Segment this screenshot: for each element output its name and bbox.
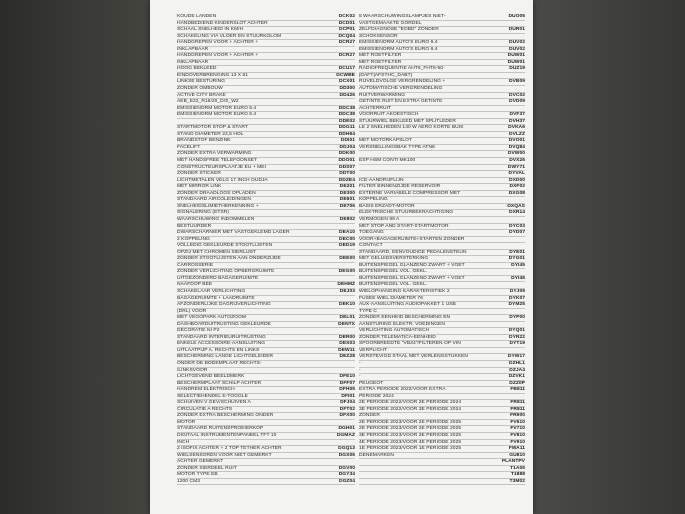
option-description: GETINTE RUIT EN EXTRA GETINTE xyxy=(359,99,443,105)
option-description: STANDAARD RUITENSPROEIERKOP xyxy=(177,426,264,432)
option-description: STANG DIAMETER 22,5 HOL xyxy=(177,131,244,137)
option-code: DVB09 xyxy=(508,79,525,85)
option-description: - xyxy=(359,367,361,373)
option-code: DEHMZ xyxy=(337,282,355,288)
option-description: MOTOR xyxy=(177,419,196,425)
option-description: OPZIJ MET CHROMEN SIERLIJST xyxy=(177,249,256,255)
option-code: DDZE4 xyxy=(338,177,355,183)
option-code: FV810 xyxy=(510,433,525,438)
option-code: DDE02 xyxy=(338,118,355,124)
option-code: DCWBE xyxy=(336,72,355,78)
option-code: DXG08 xyxy=(508,190,525,196)
option-description: HANDGREPEN VOOR + ACHTER + xyxy=(177,40,259,46)
background-right xyxy=(532,0,685,514)
option-description: [DAFT]AFSTHC_DABT] xyxy=(359,72,413,78)
option-code: DFF07 xyxy=(339,380,355,386)
option-description: MET STOP AND START-STARTMOTOR xyxy=(359,223,449,229)
option-description: RUITVERWARMING xyxy=(359,92,406,98)
option-code: DE706 xyxy=(339,203,355,209)
option-code: DZZ0P xyxy=(509,380,525,386)
option-description: DECORATIE NI P2 xyxy=(177,328,220,334)
option-description: MET MIRROR LINK xyxy=(177,184,222,190)
option-description: WIELOPHANGING KARAKTERISTIEK 2 xyxy=(359,288,450,294)
option-description: 2 ISOFIX ACHTER + 2 TOP TETHER ACHTER xyxy=(177,446,282,452)
option-description: 3E PERIODE 2022/VOOR 3E PERIODE 2024 xyxy=(359,406,462,412)
option-description: EMISSIENORM MOTOR EURO 6.4 xyxy=(177,112,257,118)
option-code: DWY71 xyxy=(507,164,525,170)
option-description: SNELHEIDSLIMIETHERKENNING + xyxy=(177,203,259,209)
option-code: PLANTPV xyxy=(501,459,525,465)
option-description: MET MOTORKAPSLOT xyxy=(359,138,413,144)
option-description: AANSTURING ELEKTR. VOEDINGEN xyxy=(359,321,445,327)
option-description: KOUDE LANDEN xyxy=(177,14,217,19)
option-description: WIELSENSOREN VOOR NIET GEMERKT xyxy=(177,452,272,458)
option-code: DFJ04 xyxy=(340,400,355,406)
option-description: INKLAPBAAR xyxy=(177,59,209,65)
option-description: PERIODE 2024 xyxy=(359,393,394,399)
option-code: DEA10 xyxy=(338,230,355,236)
option-description: VERMOGEN 89 A xyxy=(359,216,400,222)
option-code: DEE00 xyxy=(339,256,355,262)
option-description: ONDER DE BODEMPLAAT RECHTS- xyxy=(177,360,262,366)
option-code: DCD01 xyxy=(338,20,355,26)
option-description: WAARSCHUWING INDOMMELEN xyxy=(177,216,255,222)
printed-sheet xyxy=(150,0,533,514)
option-code: DYM25 xyxy=(508,302,525,308)
option-code: DYR22 xyxy=(508,334,525,340)
option-code: DUR01 xyxy=(508,27,525,33)
option-description: LE 2 SNELHEDEN 140 W AERO KORTE BUIS xyxy=(359,125,464,131)
option-description: UITGEZONDERD BAGAGERUIMTE xyxy=(177,275,259,281)
option-code: DYD07 xyxy=(508,230,525,236)
option-description: LICHTGEVEND BEELDMERK xyxy=(177,374,245,380)
option-description: VOORRUIT AKOESTISCH xyxy=(359,112,419,118)
option-description: CARROSSERIE xyxy=(177,262,214,268)
option-code: DE802 xyxy=(339,216,355,222)
option-description: BASIS ERZADT-MOTOR xyxy=(359,203,415,209)
option-code: DGQ13 xyxy=(338,446,355,452)
option-code: DZHL1 xyxy=(508,360,525,366)
option-code: DYJ09 xyxy=(509,288,525,294)
option-description: STARTMOTOR STOP & START xyxy=(177,125,248,131)
option-description: ZONDER SIERDEEL RUIT xyxy=(177,465,237,471)
option-description: STANDAARD, EENVOUDIGE PEDALENSTEUN xyxy=(359,249,467,255)
background-left xyxy=(0,0,152,514)
option-code: DGH01 xyxy=(338,426,355,432)
option-description: SCHAKELING VIA VLOER EN STUURKOLOM xyxy=(177,33,282,39)
option-code: DXQAS xyxy=(507,203,525,209)
option-code: T3M02 xyxy=(509,478,525,484)
option-code: DFH05 xyxy=(339,387,355,393)
option-code: DVKA6 xyxy=(508,125,525,131)
option-description: SIGNALERING (ETSR) xyxy=(177,210,229,216)
option-code: FV710 xyxy=(510,426,525,432)
option-description: STANDAARD INTERIEURUITRUSTING xyxy=(177,334,266,340)
option-description: ZONDER TELEMATICA-EENHEID xyxy=(359,334,436,340)
option-description: SPOORBREEDTE "VB34"/FILTEREN OP VIN xyxy=(359,341,461,347)
option-code: DXD00 xyxy=(508,177,525,183)
option-code: DDK00 xyxy=(338,151,355,157)
option-description: BAGAGERUIMTE + LAADRUIMTE xyxy=(177,295,255,301)
option-code: DE601 xyxy=(339,197,355,203)
option-code: FR900 xyxy=(510,413,525,419)
option-description: CONTACT xyxy=(359,243,383,249)
option-description: - xyxy=(359,360,361,366)
option-description: BUITENSPIEGEL VOL. GEKL. xyxy=(359,282,428,288)
option-description: ZONDER OMBOUW xyxy=(177,86,223,92)
option-code: DD426 xyxy=(339,92,355,98)
option-description: VERPLICHT xyxy=(359,347,387,353)
option-code: DGZ04 xyxy=(338,478,355,484)
option-code: FR811 xyxy=(510,400,525,406)
option-description: ACHTERRUIT xyxy=(359,105,392,111)
option-code: DFE10 xyxy=(339,374,355,380)
option-description: - xyxy=(359,374,361,380)
option-description: EMISSIENORM AUTO'S EURO 6.4 xyxy=(359,40,438,46)
option-row xyxy=(359,479,525,486)
option-description: AEB_E22_R16/20_D/S_W2 xyxy=(177,99,239,105)
option-code: DCQ04 xyxy=(338,33,355,39)
options-column-left xyxy=(177,14,355,485)
option-code: GU810 xyxy=(509,452,525,458)
option-code: DER00 xyxy=(338,334,355,340)
option-code: DYW17 xyxy=(507,354,525,360)
option-description: AUTOMATISCHE VERGRENDELING xyxy=(359,86,443,92)
option-description: EINDOVERBRENGING 13 X 61 xyxy=(177,72,249,78)
option-description: ZELFDIAGNOSE "EOBD" ZONDER xyxy=(359,27,439,33)
option-code: DE300 xyxy=(339,190,355,196)
option-code: DVC02 xyxy=(508,92,525,98)
option-description: 2 KOPPELING xyxy=(177,236,210,242)
option-description: ICE-AANDRIJFLIJN xyxy=(359,177,404,183)
option-code: DDO01 xyxy=(338,158,355,164)
option-description: LINKSE BESTURING xyxy=(177,79,226,85)
option-description: HANDBEDIEND KINDERSLOT ACHTER xyxy=(177,20,268,26)
option-description: LICHTMETALEN VELG 17 INCH OUDJA xyxy=(177,177,268,183)
options-column-right xyxy=(359,14,525,485)
option-code: DYK07 xyxy=(508,295,525,301)
option-description: ZONDER EXTRA BESCHERMING ONDER xyxy=(177,413,274,419)
option-description: HANDREM ELEKTRISCH xyxy=(177,387,235,393)
option-description: /LINKSVOOR xyxy=(177,367,208,373)
option-description: 3E PERIODE 2023/VOOR 3E PERIODE 2025 xyxy=(359,433,462,438)
option-code: DENTX xyxy=(338,321,355,327)
option-code: DEW11 xyxy=(338,347,355,353)
option-description: EMISSIENORM MOTOR EURO 6.4 xyxy=(177,105,257,111)
option-code: DEZ28 xyxy=(339,354,355,360)
option-description: BESTUURDER xyxy=(177,223,212,229)
option-description: TOEGANG xyxy=(359,230,384,236)
option-code: DEG00 xyxy=(338,269,355,275)
option-code: DUV02 xyxy=(508,46,525,52)
option-code: DDS07 xyxy=(338,164,355,170)
option-code: DVO01 xyxy=(508,138,525,144)
option-description: BESCHERMING LANGE LICHTGELEIDER xyxy=(177,354,274,360)
option-code: DES03 xyxy=(339,341,355,347)
option-code: DGY34 xyxy=(338,472,355,478)
option-code: T1888 xyxy=(510,472,525,478)
option-code: DUW01 xyxy=(507,53,525,59)
option-code: DZJA4 xyxy=(509,367,525,373)
option-code: DYQ01 xyxy=(508,328,525,334)
option-description: VASTGEMAAKTE GORDEL xyxy=(359,20,422,26)
option-description: INKLAPBAAR xyxy=(177,46,209,52)
option-code: FWA11 xyxy=(508,446,525,452)
option-description: SCHUIVEN V GEV/SCHUIVEN A xyxy=(177,400,251,406)
option-code: DE201 xyxy=(339,184,355,190)
option-description: BUITENSPIEGEL GLANZEND ZWART + VOET xyxy=(359,262,465,268)
option-code: DDC38 xyxy=(338,112,355,118)
option-description: KOPPELING xyxy=(359,197,388,203)
option-description: FUSEE WIEL DIAMETER 76 xyxy=(359,295,423,301)
option-description: MOTOR TYPE EB xyxy=(177,472,218,478)
option-description: RADIOFREQUENTIE AHT6_FHT6-50- xyxy=(359,66,445,72)
option-code: DFI01 xyxy=(341,393,355,399)
option-description: TYPE C xyxy=(359,308,377,314)
option-code: DUZ19 xyxy=(509,66,525,72)
option-code: DFT02 xyxy=(339,406,355,412)
option-description: AFZONDERLIJKE DAGRIJVERLICHTING xyxy=(177,302,271,308)
option-description: FILTER BINNENZIJDE RESERVOIR xyxy=(359,184,441,190)
option-code: DFX00 xyxy=(339,413,355,419)
option-description: EMISSIENORM AUTO'S EURO 6.4 xyxy=(359,46,438,52)
option-description: 2E PERIODE 2022/VOOR 2E PERIODE 2024 xyxy=(359,400,462,406)
option-code: DZVK1 xyxy=(508,374,525,380)
option-code: DYT19 xyxy=(509,341,525,347)
option-code: DEC00 xyxy=(338,236,355,242)
option-code: DVQ84 xyxy=(508,144,525,150)
option-description: ZONDER VERLICHTING OPBERGRUIMTE xyxy=(177,269,275,275)
option-code: FV610 xyxy=(510,419,525,425)
option-description: PEUGEOT xyxy=(359,380,384,386)
option-code: DYE01 xyxy=(509,249,525,255)
option-description: VERSNELLINGSBAK TYPE ATN8 xyxy=(359,144,435,150)
option-code: T1A06 xyxy=(510,465,525,471)
option-description: 2E PERIODE 2023/VOOR 2E PERIODE 2025 xyxy=(359,426,462,432)
option-description: ACHTER GEMERKT xyxy=(177,459,224,465)
option-description: EXTRA PERIODE 2022/VOOR EXTRA xyxy=(359,387,446,393)
option-description: 2E PERIODE 2023/VOOR 2E PERIODE 2025 xyxy=(359,419,462,425)
option-description: (DRL) VOOR xyxy=(177,308,207,314)
option-code: FR811 xyxy=(510,406,525,412)
option-code: DCU17 xyxy=(338,66,355,72)
option-description: ENKELE ACCESSOIRE-AANSLUITING xyxy=(177,341,266,347)
option-code: DVLZZ xyxy=(508,131,525,137)
option-code: DYI45 xyxy=(511,275,525,281)
option-description: ACTIVE CITY BRAKE xyxy=(177,92,226,98)
option-code: FB811 xyxy=(510,387,525,393)
option-code: DUW01 xyxy=(507,59,525,65)
option-code: DEL01 xyxy=(339,315,355,321)
option-code: DCR27 xyxy=(338,40,355,46)
option-description: DWARSCHARNIER MET VASTGEKLEMD LAGER xyxy=(177,230,290,236)
option-description: RIJVELDVOLGE VERGRENDELING + xyxy=(359,79,446,85)
option-code: DEJ03 xyxy=(339,288,355,294)
option-description: ZONDER xyxy=(359,413,380,419)
option-description: EXTERNE VARIABELE COMPRESSOR MET xyxy=(359,190,461,196)
option-description: FACELIFT xyxy=(177,144,201,150)
option-description: 1200 CM3 xyxy=(177,478,200,484)
option-code: DYG01 xyxy=(508,256,525,262)
option-description: 4E PERIODE 2023/VOOR 4E PERIODE 2025 xyxy=(359,439,462,445)
option-description: ZONDER EENHEID BESCHERMING EN xyxy=(359,315,451,321)
option-code: DDC38 xyxy=(338,105,355,111)
option-description: SCHAKELAAR VERLICHTING xyxy=(177,288,246,294)
option-code: DDG11 xyxy=(338,125,355,131)
option-code: DVD09 xyxy=(508,99,525,105)
option-description: MET ROETFILTER xyxy=(359,59,402,65)
option-code: DEK10 xyxy=(338,302,355,308)
option-code: DCX01 xyxy=(338,79,355,85)
option-description: BESCHERMPLAAT SCHILP ACHTER xyxy=(177,380,262,386)
option-code: DYP00 xyxy=(509,315,525,321)
option-code: DXF02 xyxy=(509,184,525,190)
option-code: DXR14 xyxy=(508,210,525,216)
option-description: ZONDER DRAADLOOS OPLADEN xyxy=(177,190,256,196)
option-description: STANDAARD AIRCOLEIDINGEN xyxy=(177,197,251,203)
option-code: DCK02 xyxy=(338,14,355,19)
option-code: DYI45 xyxy=(511,262,525,268)
option-description: AUX-AANSLUITING AUDIOPAKKET 1 USB xyxy=(359,302,456,308)
option-code: DUO05 xyxy=(508,14,525,19)
option-description: INCH xyxy=(177,439,190,445)
option-code: DYC03 xyxy=(508,223,525,229)
option-description: HOOG BEKLEED xyxy=(177,66,217,72)
option-code: DED19 xyxy=(338,243,355,249)
option-description: NAAFDOP BEE xyxy=(177,282,213,288)
option-description: ZONDER STOOTLIJSTEN AAN ONDERZIJDE xyxy=(177,256,281,262)
option-description: CONSTRUCTEURSPLAATJE EU + MEI xyxy=(177,164,266,170)
option-description: ESP HSM CONTI MK100 xyxy=(359,158,416,164)
option-code: DCP01 xyxy=(338,27,355,33)
option-code: DVX26 xyxy=(509,158,525,164)
option-row xyxy=(177,479,355,486)
option-description: VERSTEVIGD STAAL MET VERLENGSTUKKEN xyxy=(359,354,469,360)
option-code: DVW00 xyxy=(507,151,525,157)
option-code: DVH37 xyxy=(508,118,525,124)
option-description: STUURWIEL BEKLEED MET SPLITLEDER xyxy=(359,118,456,124)
option-description: DIGITAAL INSTRUMENTENPANEEL TFT 10 xyxy=(177,433,277,438)
option-description: BUITENSPIEGEL VOL. GEKL. xyxy=(359,269,428,275)
option-description: BUITENSPIEGEL GLANZEND ZWART + VOET xyxy=(359,275,465,281)
option-code: DDJ04 xyxy=(339,144,355,150)
option-description: MET HANDSFREE TELEFOONSET xyxy=(177,158,258,164)
option-description: ZONDER EXTRA VERWARMING xyxy=(177,151,252,157)
option-description: CIRCULATIE A RECHTS xyxy=(177,406,233,412)
option-code: DUV02 xyxy=(508,40,525,46)
option-description: 1E PERIODE 2023/VOOR 1E PERIODE 2025 xyxy=(359,446,462,452)
option-code: DGV00 xyxy=(338,465,355,471)
option-code: DD300 xyxy=(339,86,355,92)
option-code: DDH64 xyxy=(338,131,355,137)
option-description: SCHOKSENSOR xyxy=(359,33,398,39)
option-code: FV910 xyxy=(510,439,525,445)
option-description: UITLAATPIJP A. RECHTS EN LINKS xyxy=(177,347,260,353)
option-description: VOLLEDIG GEKLEURDE STOOTLIJSTEN xyxy=(177,243,273,249)
option-description: 5 WAARSCHUWINGSLAMPJES NIET- xyxy=(359,14,446,19)
option-description: VERLICHTING AUTOMATISCH xyxy=(359,328,430,334)
option-description: ZONDER STICKER xyxy=(177,171,221,177)
option-description: DASHBOARDUITRUSTING GEKLEURDE xyxy=(177,321,271,327)
option-description: ELEKTRISCHE STUURBEKRACHTIGING xyxy=(359,210,454,216)
option-code: DGMAZ xyxy=(336,433,355,438)
option-code: DYVAL xyxy=(508,171,525,177)
option-description: BRANDSTOF BENZINE xyxy=(177,138,231,144)
option-code: DCR27 xyxy=(338,53,355,59)
option-code: DDT00 xyxy=(339,171,355,177)
option-code: DGS06 xyxy=(338,452,355,458)
option-description: SELECTIEHENDEL E-TOGGLE xyxy=(177,393,248,399)
option-code: DVF37 xyxy=(509,112,525,118)
option-description: SCHAAL SNELHEID IN KM/H xyxy=(177,27,244,33)
option-description: MET GELUIDSVERSTERKING xyxy=(359,256,429,262)
option-description: MET VEGOPARK AUTOZOOM xyxy=(177,315,246,321)
option-description: MET ROETFILTER xyxy=(359,53,402,59)
option-description: DENEMARKEN xyxy=(359,452,395,458)
option-description: HANDGREPEN VOOR + ACHTER + xyxy=(177,53,259,59)
option-description: VOOR+BAGAGERUIMTE+STARTEN ZONDER xyxy=(359,236,465,242)
option-code: DDI01 xyxy=(340,138,355,144)
